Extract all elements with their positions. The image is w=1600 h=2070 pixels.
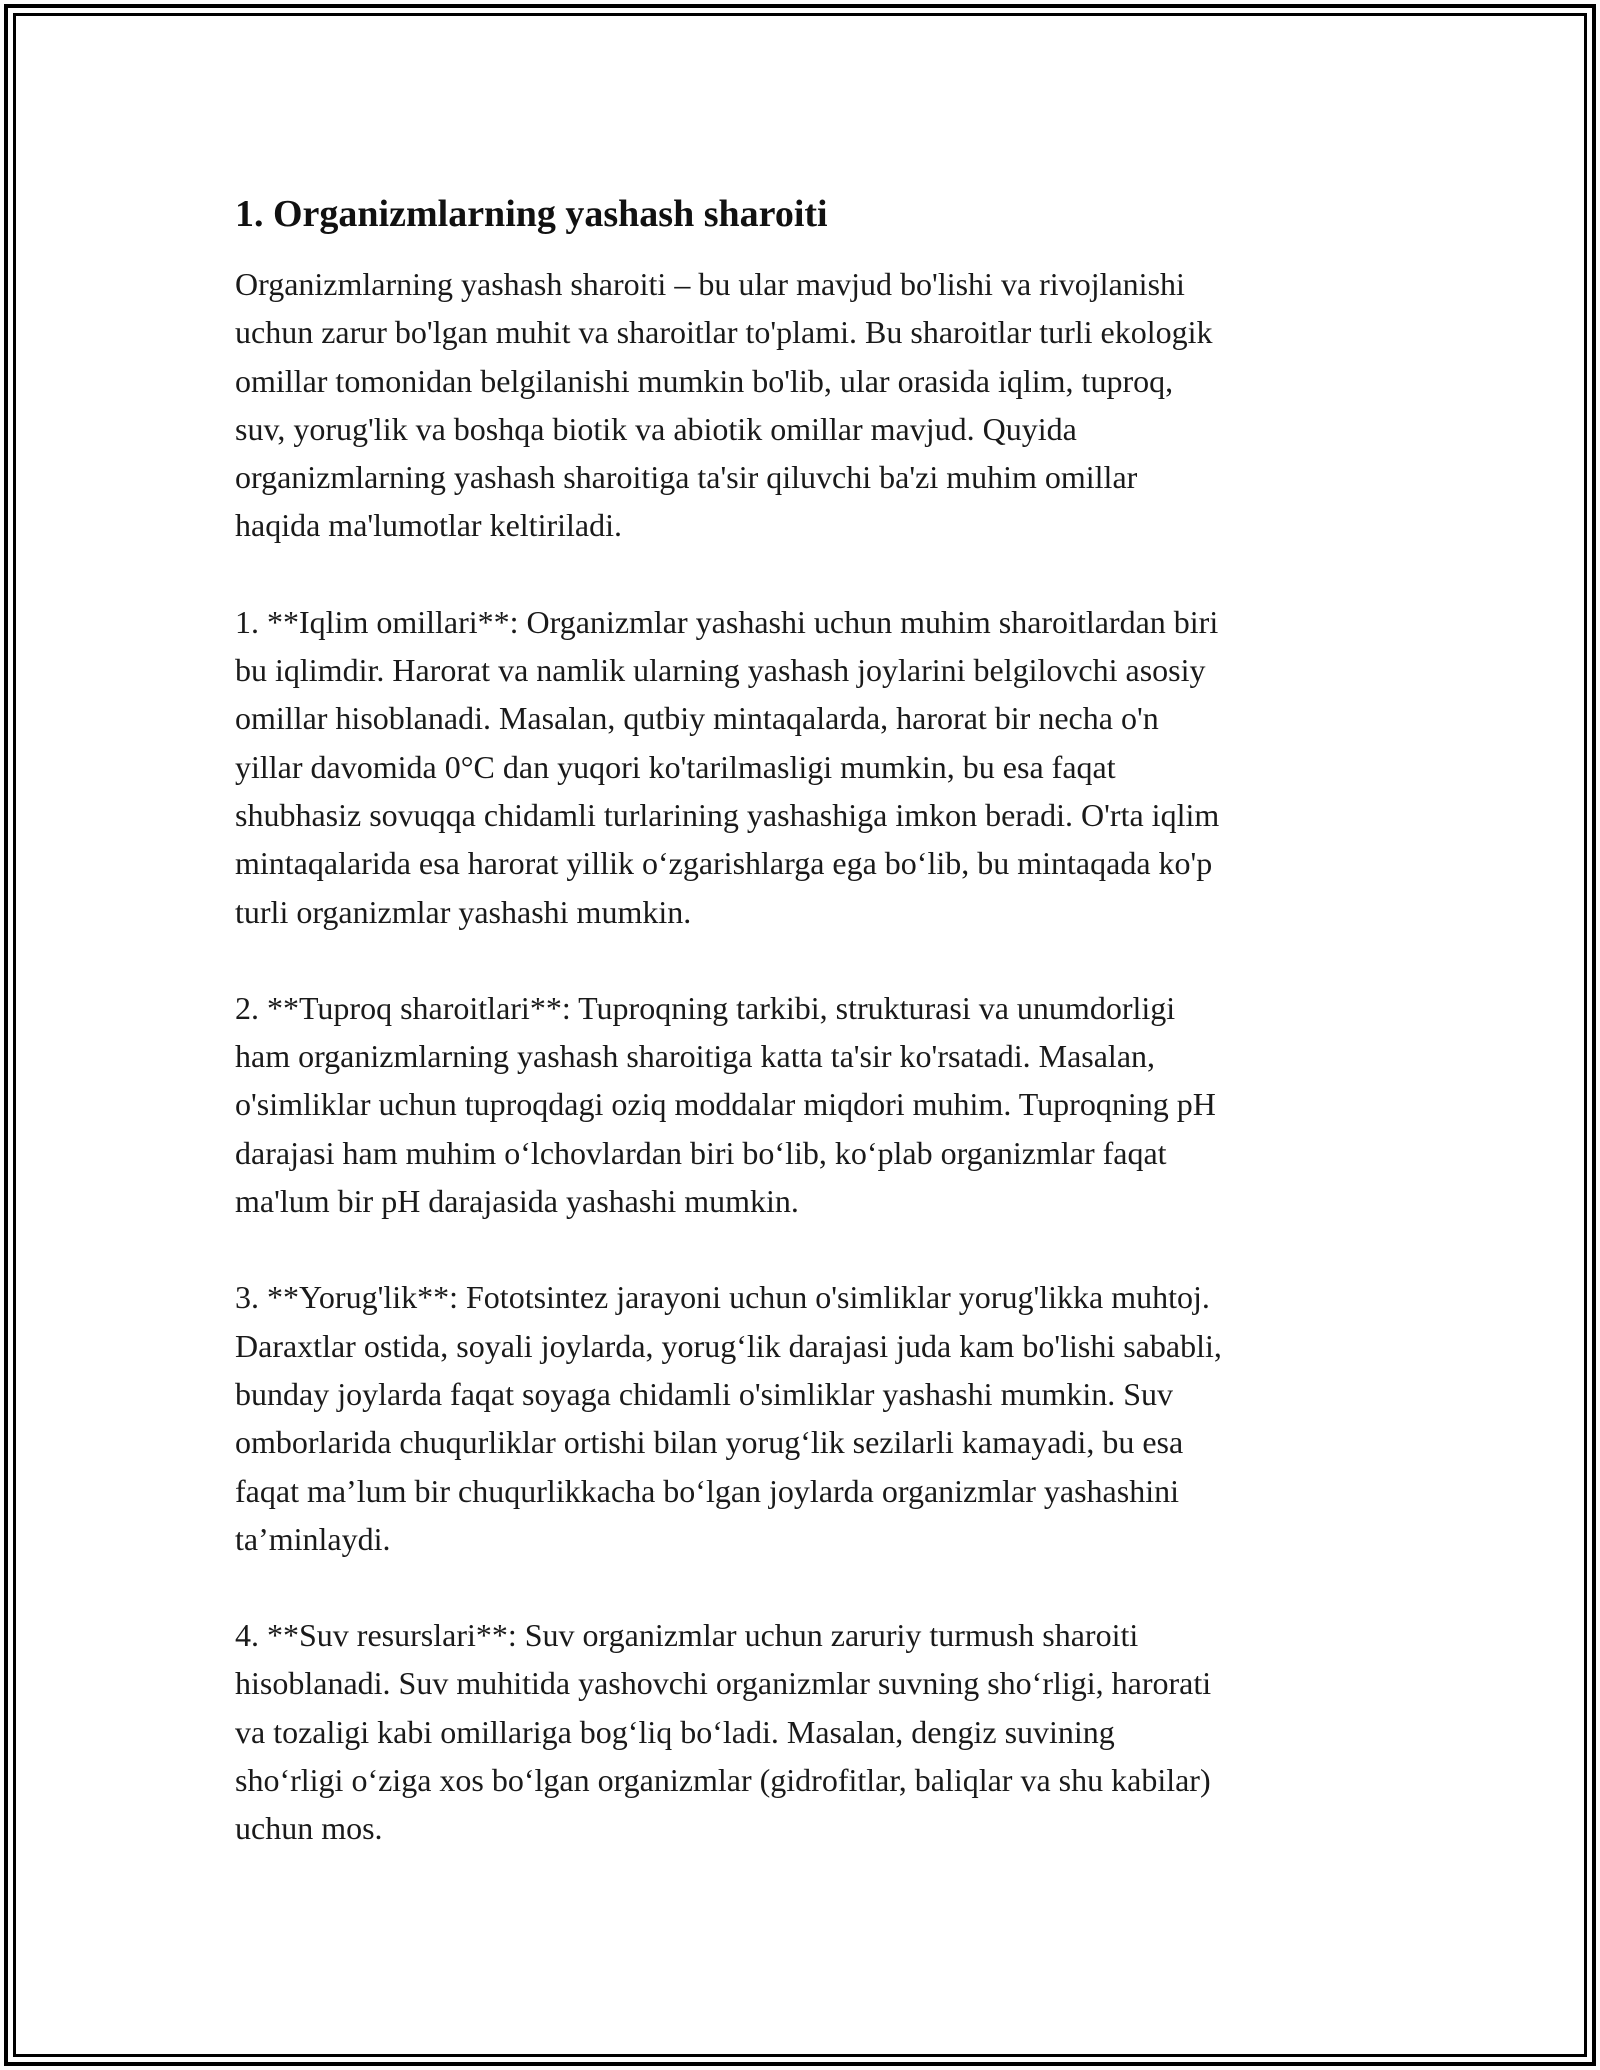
climate-factors-paragraph: 1. **Iqlim omillari**: Organizmlar yashashi uchun muhim sharoitlardan biri bu iqlimdir. Harorat va namlik ularning yashash joylarini belgilovchi asosiy omillar hisoblanadi. Masalan, qutbiy mintaqalarda, harorat bir necha o'n yillar davomida 0°C dan yuqori ko'tarilmasligi mumkin, bu esa faqat shubhasiz sovuqqa chidamli turlarining yashashiga imkon beradi. O'rta iqlim mintaqalarida esa harorat yillik oʻzgarishlarga ega boʻlib, bu mintaqada ko'p turli organizmlar yashashi mumkin. bbox=[235, 603, 1220, 930]
soil-conditions-paragraph: 2. **Tuproq sharoitlari**: Tuproqning tarkibi, strukturasi va unumdorligi ham organizmlarning yashash sharoitiga katta ta'sir ko'rsatadi. Masalan, o'simliklar uchun tuproqdagi oziq moddalar miqdori muhim. Tuproqning pH darajasi ham muhim oʻlchovlardan biri boʻlib, koʻplab organizmlar faqat ma'lum bir pH darajasida yashashi mumkin. bbox=[235, 989, 1216, 1220]
light-paragraph: 3. **Yorug'lik**: Fototsintez jarayoni uchun o'simliklar yorug'likka muhtoj. Daraxtlar ostida, soyali joylarda, yorugʻlik darajasi juda kam bo'lishi sababli, bunday joylarda faqat soyaga chidamli o'simliklar yashashi mumkin. Suv omborlarida chuqurliklar ortishi bilan yorugʻlik sezilarli kamayadi, bu esa faqat ma’lum bir chuqurlikkacha boʻlgan joylarda organizmlar yashashini ta’minlaydi. bbox=[235, 1279, 1222, 1557]
document-title: 1. Organizmlarning yashash sharoiti bbox=[235, 193, 828, 235]
water-resources-paragraph: 4. **Suv resurslari**: Suv organizmlar uchun zaruriy turmush sharoiti hisoblanadi. Suv muhitida yashovchi organizmlar suvning shoʻrligi, harorati va tozaligi kabi omillariga bogʻliq boʻladi. Masalan, dengiz suvining shoʻrligi oʻziga xos boʻlgan organizmlar (gidrofitlar, baliqlar va shu kabilar) uchun mos. bbox=[235, 1617, 1212, 1847]
document-body bbox=[235, 186, 1375, 1901]
intro-paragraph: Organizmlarning yashash sharoiti – bu ular mavjud bo'lishi va rivojlanishi uchun zarur bo'lgan muhit va sharoitlar to'plami. Bu sharoitlar turli ekologik omillar tomonidan belgilanishi mumkin bo'lib, ular orasida iqlim, tuproq, suv, yorug'lik va boshqa biotik va abiotik omillar mavjud. Quyida organizmlarning yashash sharoitiga ta'sir qiluvchi ba'zi muhim omillar haqida ma'lumotlar keltiriladi. bbox=[235, 266, 1213, 544]
